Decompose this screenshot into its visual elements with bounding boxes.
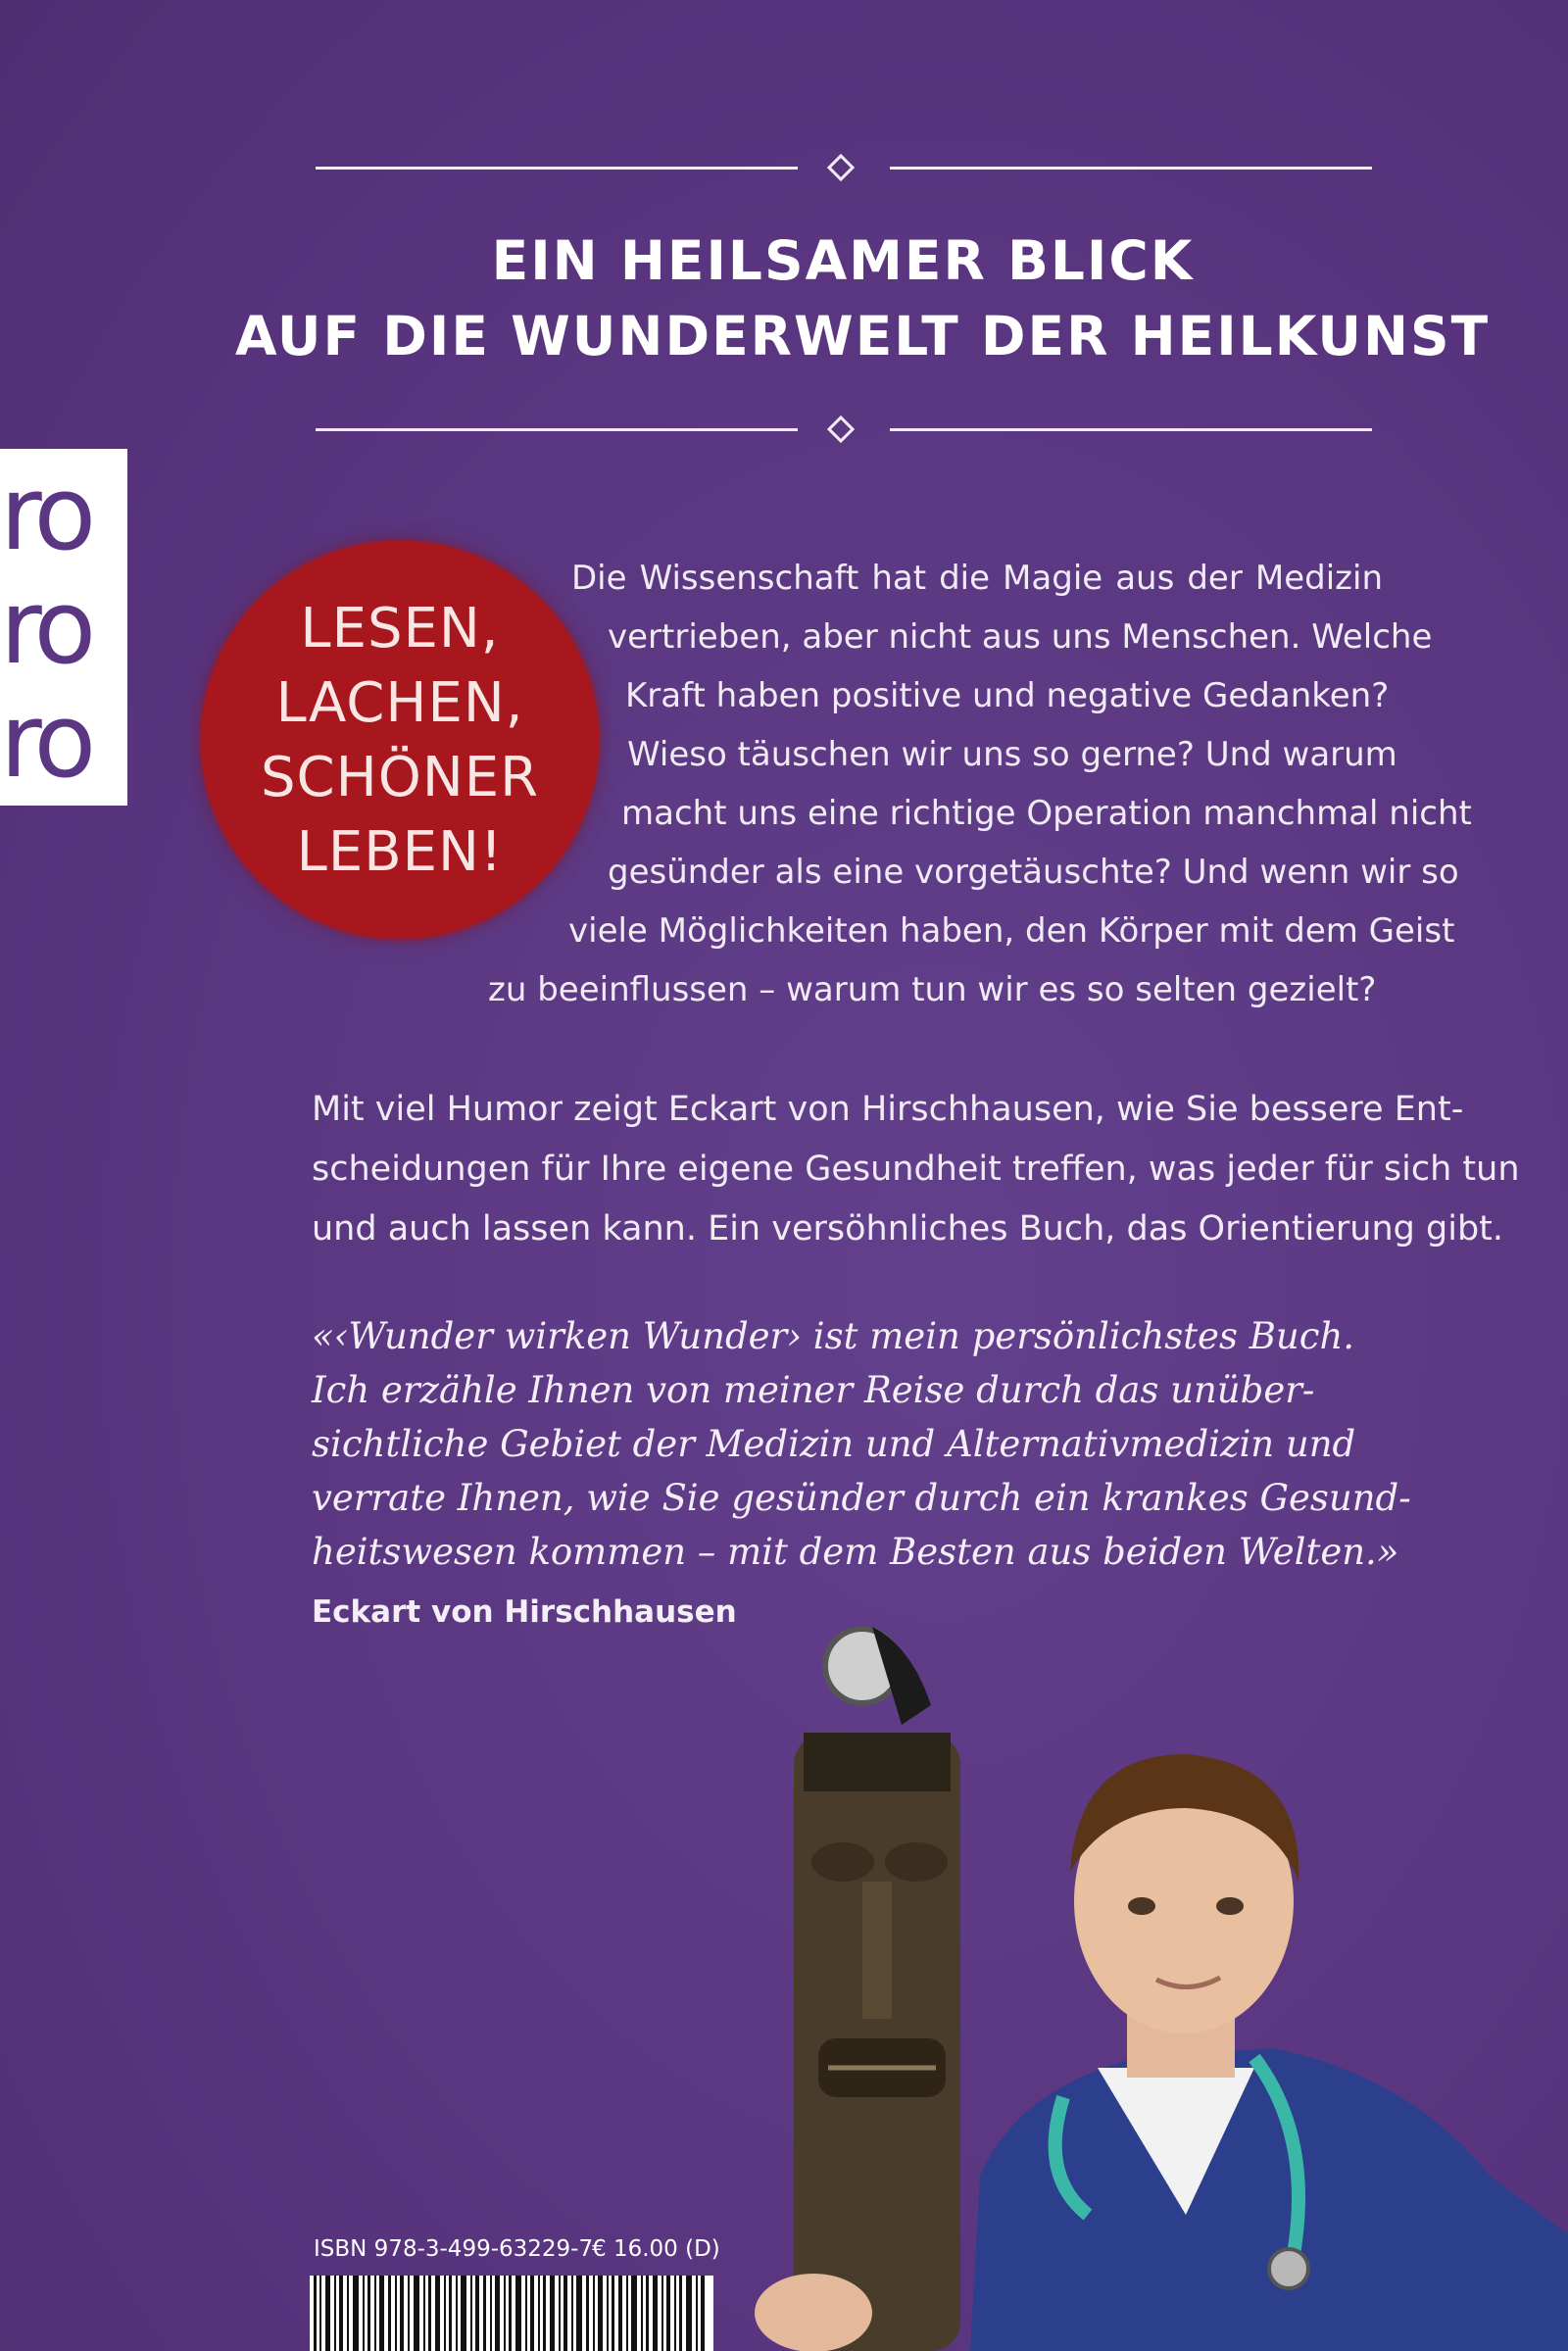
- barcode: [310, 2276, 713, 2351]
- ornament-diamond-top: [827, 154, 855, 181]
- quote-line: Ich erzähle Ihnen von meiner Reise durch das unüber-: [312, 1369, 1315, 1411]
- blurb-line: zu beeinflussen – warum tun wir es so selten gezielt?: [488, 970, 1377, 1009]
- quote-line: «‹Wunder wirken Wunder› ist mein persönlichstes Buch.: [312, 1315, 1355, 1357]
- author-photo-illustration: [725, 1627, 1568, 2351]
- badge-line: SCHÖNER: [260, 746, 540, 809]
- badge-line: LACHEN,: [275, 671, 524, 735]
- headline-line-2: AUF DIE WUNDERWELT DER HEILKUNST: [235, 305, 1491, 367]
- isbn: ISBN 978-3-499-63229-7: [314, 2236, 594, 2262]
- badge-line: LEBEN!: [296, 820, 504, 884]
- ornament-rule-bottom-right: [890, 428, 1372, 431]
- slogan-badge: [201, 541, 599, 939]
- description-line: Mit viel Humor zeigt Eckart von Hirschhausen, wie Sie bessere Ent-: [312, 1090, 1464, 1129]
- ornament-rule-bottom-left: [316, 428, 798, 431]
- quote-line: sichtliche Gebiet der Medizin und Alternativmedizin und: [312, 1423, 1356, 1465]
- description-line: scheidungen für Ihre eigene Gesundheit treffen, was jeder für sich tun: [312, 1150, 1520, 1189]
- ornament-diamond-bottom: [827, 416, 855, 443]
- badge-text: [201, 592, 599, 890]
- author-photo: [725, 1627, 1568, 2351]
- blurb-line: gesünder als eine vorgetäuschte? Und wenn wir so: [608, 853, 1459, 892]
- logo-line-2: ro: [0, 570, 91, 684]
- description-line: und auch lassen kann. Ein versöhnliches Buch, das Orientierung gibt.: [312, 1209, 1504, 1249]
- description: [312, 1080, 1520, 1259]
- headline: [235, 223, 1491, 374]
- blurb-line: viele Möglichkeiten haben, den Körper mit dem Geist: [568, 911, 1455, 951]
- blurb-line: Kraft haben positive und negative Gedanken?: [625, 676, 1390, 715]
- blurb-line: Die Wissenschaft hat die Magie aus der Medizin: [571, 559, 1383, 598]
- price: € 16.00 (D): [592, 2236, 720, 2262]
- ornament-rule-top-left: [316, 167, 798, 170]
- quote-line: heitswesen kommen – mit dem Besten aus beiden Welten.»: [312, 1531, 1399, 1573]
- barcode-bars: [310, 2276, 713, 2351]
- blurb-line: vertrieben, aber nicht aus uns Menschen. Welche: [608, 617, 1433, 657]
- blurb-line: Wieso täuschen wir uns so gerne? Und warum: [627, 735, 1397, 774]
- blurb-line: macht uns eine richtige Operation manchmal nicht: [621, 794, 1472, 833]
- logo-line-3: ro: [0, 684, 91, 798]
- quote-author: Eckart von Hirschhausen: [312, 1594, 737, 1630]
- badge-line: LESEN,: [300, 597, 500, 661]
- quote-line: verrate Ihnen, wie Sie gesünder durch ein krankes Gesund-: [312, 1477, 1411, 1519]
- author-quote: [312, 1309, 1411, 1579]
- rororo-logo: [0, 449, 127, 806]
- headline-line-1: EIN HEILSAMER BLICK: [491, 229, 1195, 292]
- ornament-rule-top-right: [890, 167, 1372, 170]
- logo-line-1: ro: [0, 457, 91, 570]
